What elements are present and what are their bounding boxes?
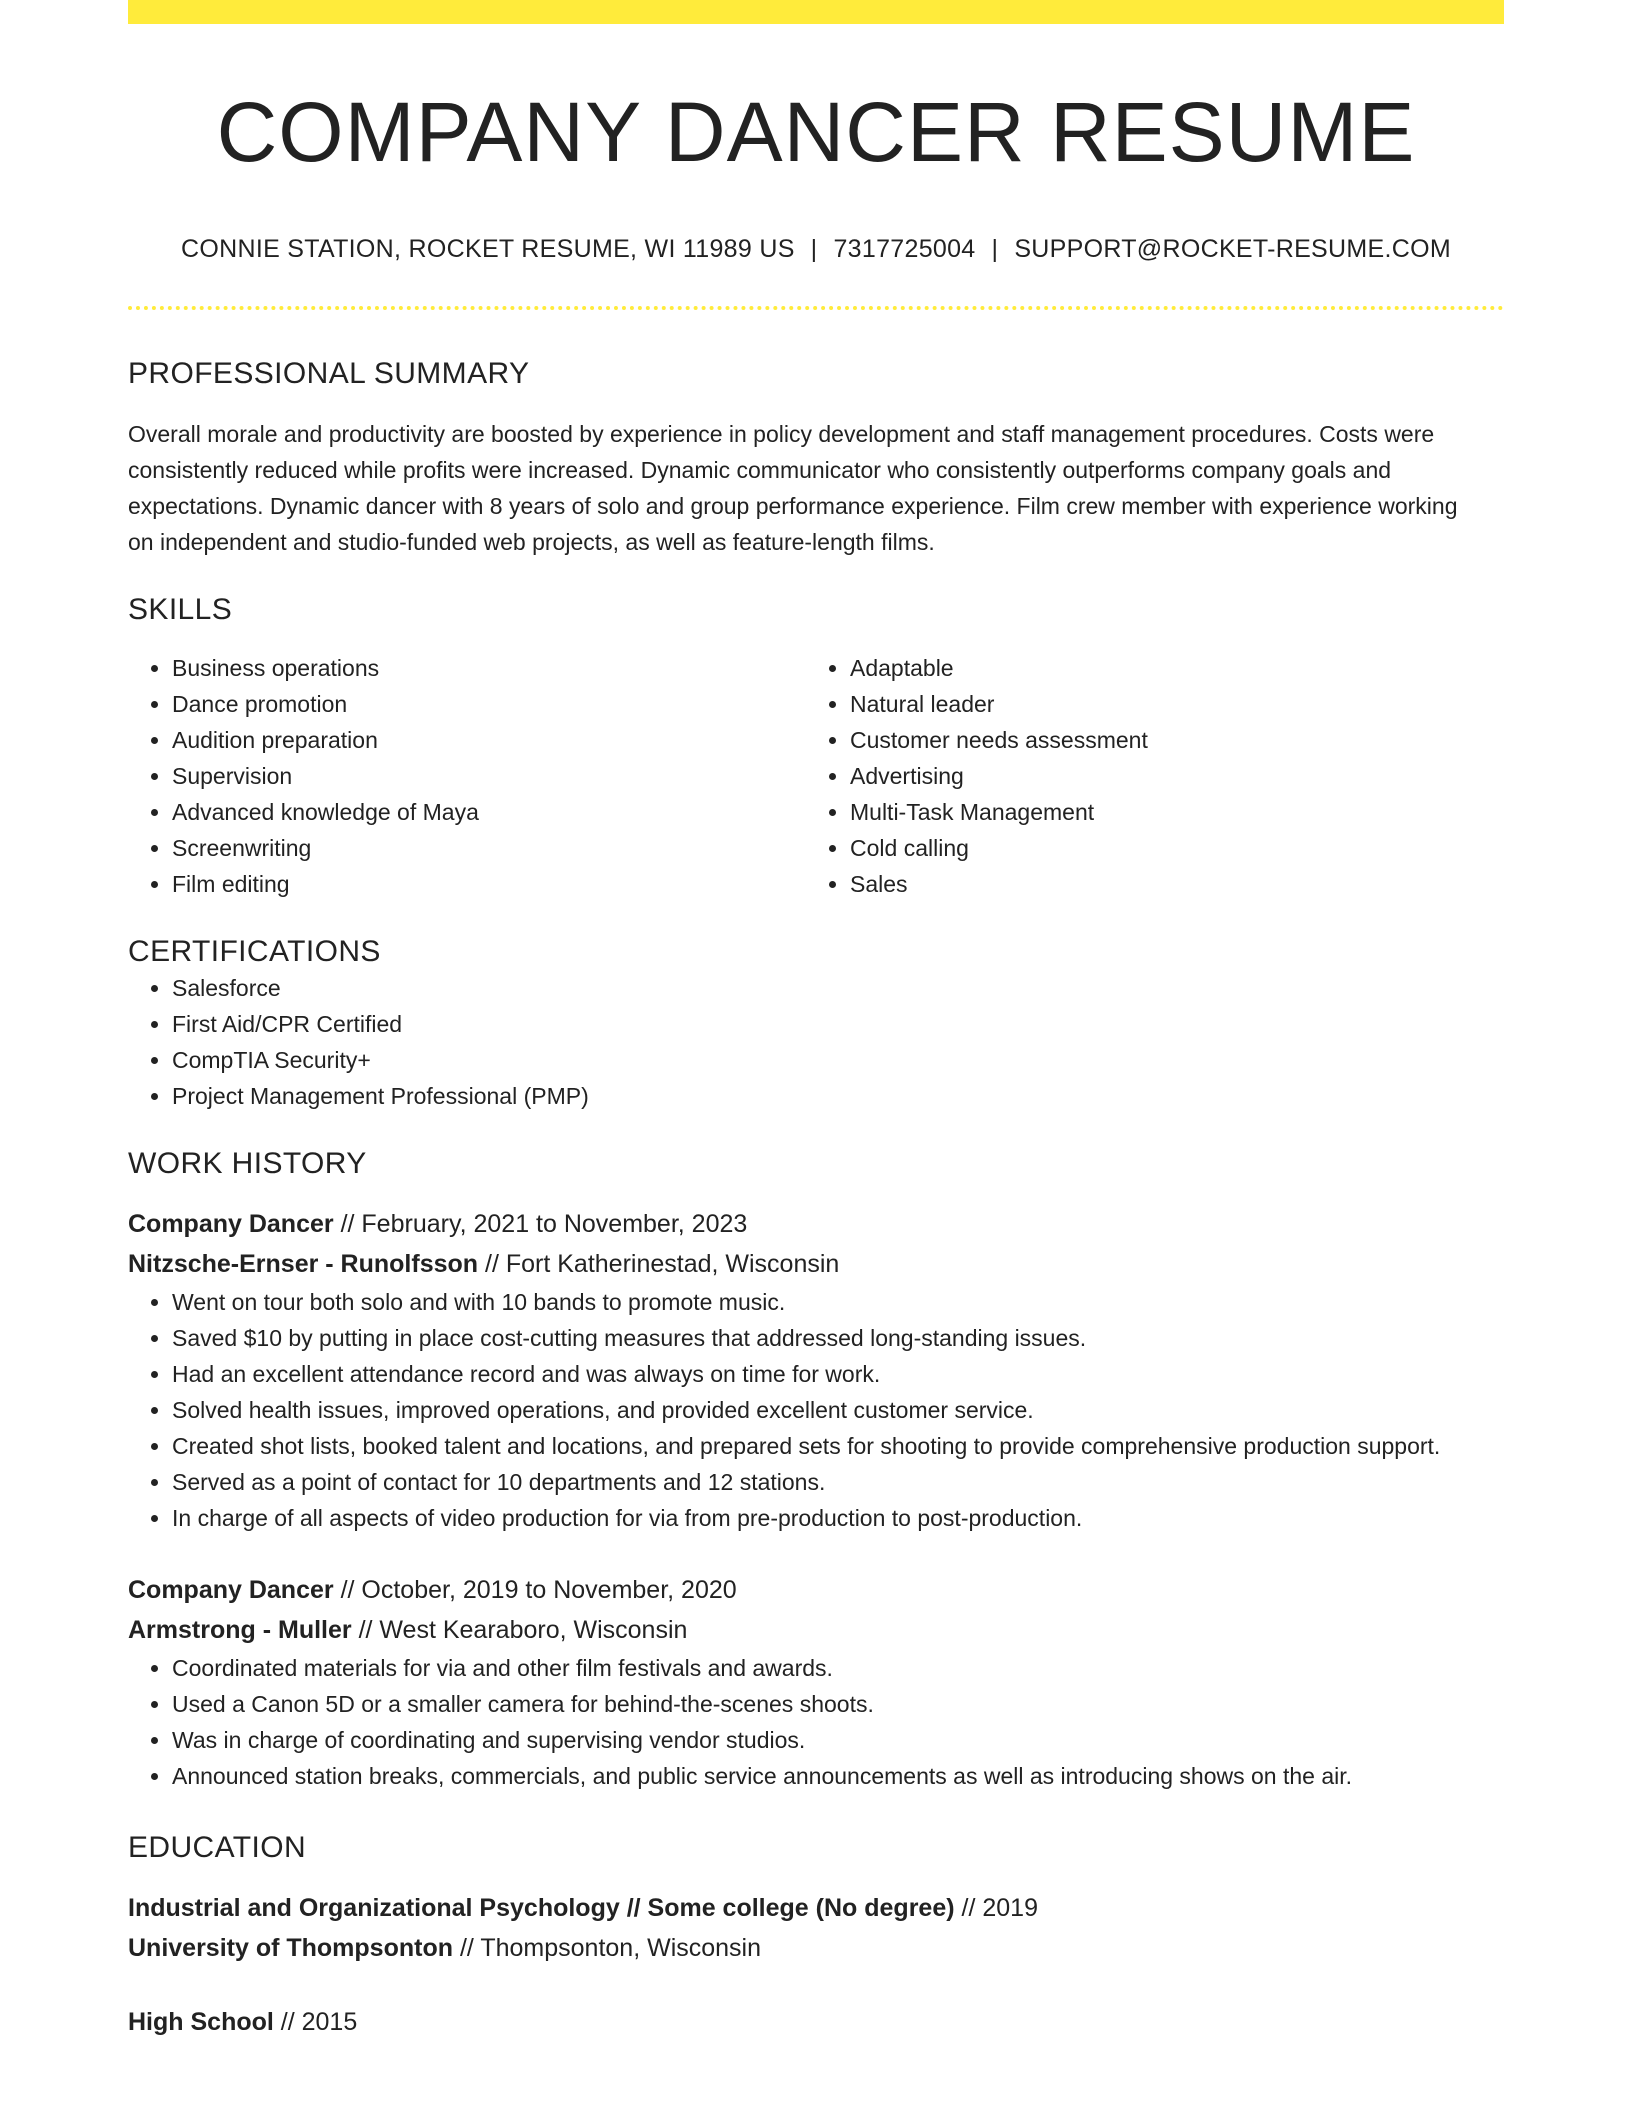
job-duty: • Was in charge of coordinating and supervising vendor studios.: [172, 1722, 1504, 1758]
skill-item: • Adaptable: [850, 650, 1484, 686]
job-title-line: [128, 1204, 1504, 1244]
skill-item: • Sales: [850, 866, 1484, 902]
education-school-line: [128, 1928, 1504, 1968]
job-duty: • Used a Canon 5D or a smaller camera for behind-the-scenes shoots.: [172, 1686, 1504, 1722]
job-duty: • Created shot lists, booked talent and locations, and prepared sets for shooting to provide comprehensive production support.: [172, 1428, 1504, 1464]
job-title: Company Dancer: [128, 1576, 334, 1605]
skill-item: • Advertising: [850, 758, 1484, 794]
contact-line: [128, 234, 1504, 264]
work-history-heading: WORK HISTORY: [128, 1147, 367, 1181]
education-entry: [128, 1888, 1504, 1968]
job-company-line: [128, 1244, 1504, 1284]
job-duty: • Solved health issues, improved operations, and provided excellent customer service.: [172, 1392, 1504, 1428]
certifications-heading: CERTIFICATIONS: [128, 935, 381, 969]
skills-heading: SKILLS: [128, 593, 233, 627]
job-dates: // February, 2021 to November, 2023: [340, 1210, 748, 1239]
skills-list-left: [128, 650, 806, 902]
contact-separator: |: [810, 235, 818, 264]
skill-item: • Cold calling: [850, 830, 1484, 866]
skill-item: • Multi-Task Management: [850, 794, 1484, 830]
education-year: // 2019: [961, 1894, 1038, 1923]
job-duty: • Went on tour both solo and with 10 bands to promote music.: [172, 1284, 1504, 1320]
job-duties-list: [128, 1650, 1504, 1794]
education-degree-line: [128, 2002, 1504, 2042]
resume-title: COMPANY DANCER RESUME: [216, 85, 1416, 179]
skill-item: • Advanced knowledge of Maya: [172, 794, 806, 830]
summary-heading: PROFESSIONAL SUMMARY: [128, 357, 530, 391]
job-company-line: [128, 1610, 1504, 1650]
skill-item: • Audition preparation: [172, 722, 806, 758]
skill-item: • Screenwriting: [172, 830, 806, 866]
skills-list-right: [806, 650, 1484, 902]
dotted-divider: [128, 306, 1504, 310]
job-company: Nitzsche-Ernser - Runolfsson: [128, 1250, 479, 1279]
contact-address: CONNIE STATION, ROCKET RESUME, WI 11989 US: [181, 235, 795, 264]
job-title-line: [128, 1570, 1504, 1610]
job-entry: [128, 1570, 1504, 1794]
summary-text: Overall morale and productivity are boosted by experience in policy development and staff management procedures. Costs were consistently reduced while profits were increased. Dynamic communicator who consistently outperforms company goals and expectations. Dynamic dancer with 8 years of solo and group performance experience. Film crew member with experience working on independent and studio-funded web projects, as well as feature-length films.: [128, 421, 1458, 556]
job-duty: • Served as a point of contact for 10 departments and 12 stations.: [172, 1464, 1504, 1500]
education-location: // Thompsonton, Wisconsin: [459, 1934, 762, 1963]
contact-separator: |: [991, 235, 999, 264]
skill-item: • Natural leader: [850, 686, 1484, 722]
certification-item: • First Aid/CPR Certified: [172, 1006, 1504, 1042]
job-duty: • Had an excellent attendance record and was always on time for work.: [172, 1356, 1504, 1392]
certification-item: • CompTIA Security+: [172, 1042, 1504, 1078]
skill-item: • Customer needs assessment: [850, 722, 1484, 758]
contact-phone: 7317725004: [833, 235, 976, 264]
job-duty: • Coordinated materials for via and other film festivals and awards.: [172, 1650, 1504, 1686]
contact-email: SUPPORT@ROCKET-RESUME.COM: [1014, 235, 1451, 264]
skill-item: • Supervision: [172, 758, 806, 794]
skills-column-left: [128, 650, 806, 902]
certification-item: • Salesforce: [172, 970, 1504, 1006]
job-title: Company Dancer: [128, 1210, 334, 1239]
skill-item: • Dance promotion: [172, 686, 806, 722]
certifications-list: [128, 970, 1504, 1114]
skill-item: • Film editing: [172, 866, 806, 902]
job-duties-list: [128, 1284, 1504, 1536]
job-entry: [128, 1204, 1504, 1536]
education-school: University of Thompsonton: [128, 1934, 453, 1963]
job-duty: • Saved $10 by putting in place cost-cutting measures that addressed long-standing issues.: [172, 1320, 1504, 1356]
skills-grid: [128, 650, 1504, 902]
job-location: // Fort Katherinestad, Wisconsin: [485, 1250, 840, 1279]
job-duty: • Announced station breaks, commercials, and public service announcements as well as introducing shows on the air.: [172, 1758, 1504, 1794]
job-location: // West Kearaboro, Wisconsin: [358, 1616, 688, 1645]
top-accent-bar: [128, 0, 1504, 24]
job-duty: • In charge of all aspects of video production for via from pre-production to post-production.: [172, 1500, 1504, 1536]
education-degree: Industrial and Organizational Psychology // Some college (No degree): [128, 1894, 955, 1923]
skills-column-right: [806, 650, 1484, 902]
education-degree: High School: [128, 2008, 274, 2037]
education-degree-line: [128, 1888, 1504, 1928]
resume-page: [128, 0, 1504, 2042]
education-year: // 2015: [280, 2008, 358, 2037]
certification-item: • Project Management Professional (PMP): [172, 1078, 1504, 1114]
education-entry: [128, 2002, 1504, 2042]
job-company: Armstrong - Muller: [128, 1616, 352, 1645]
education-heading: EDUCATION: [128, 1831, 307, 1865]
job-dates: // October, 2019 to November, 2020: [340, 1576, 737, 1605]
skill-item: • Business operations: [172, 650, 806, 686]
